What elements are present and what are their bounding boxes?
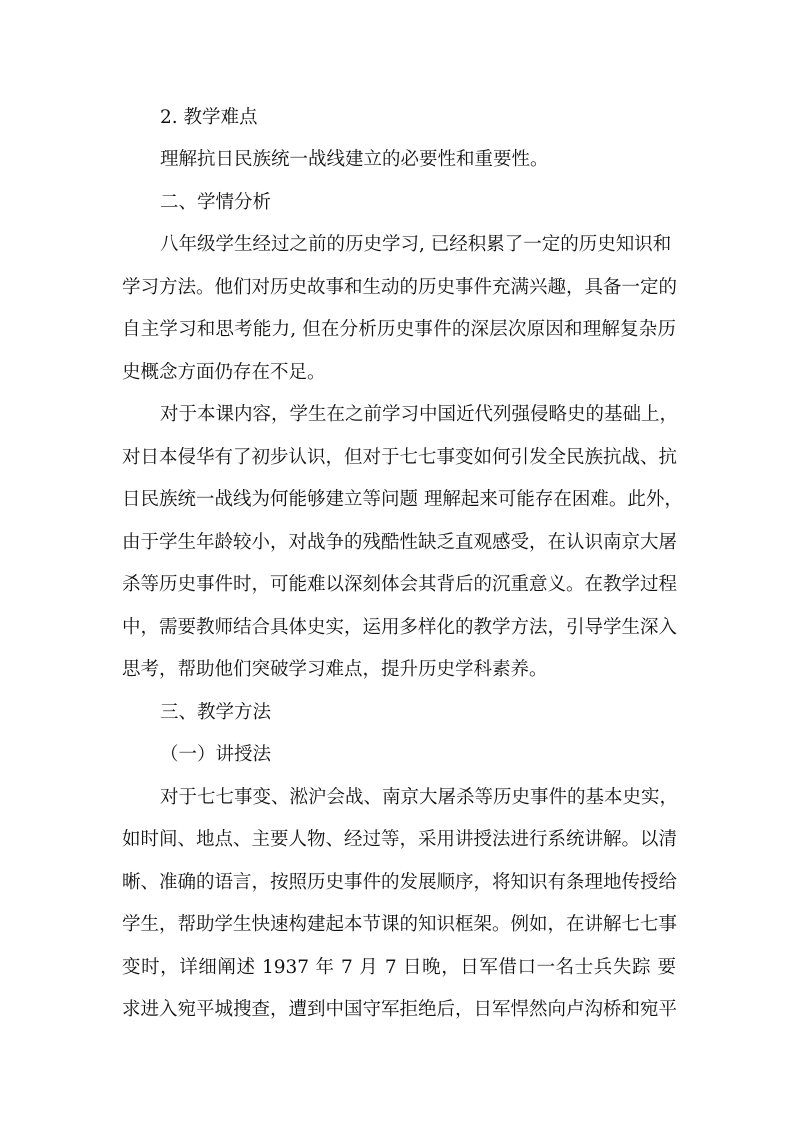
paragraph-line: 对日本侵华有了初步认识，但对于七七事变如何引发全民族抗战、抗 [122, 447, 678, 468]
paragraph-line: 求进入宛平城搜查，遭到中国守军拒绝后，日军悍然向卢沟桥和宛平 [122, 999, 678, 1020]
paragraph-line: 八年级学生经过之前的历史学习, 已经积累了一定的历史知识和 [160, 234, 672, 255]
paragraph-line: 自主学习和思考能力, 但在分析历史事件的深层次原因和理解复杂历 [122, 319, 676, 340]
section-heading-teaching-methods: 三、教学方法 [160, 702, 272, 723]
paragraph-line: 变时，详细阐述 1937 年 7 月 7 日晚，日军借口一名士兵失踪 要 [122, 957, 676, 978]
paragraph-line: 由于学生年龄较小，对战争的残酷性缺乏直观感受，在认识南京大屠 [122, 532, 678, 553]
paragraph-line: 思考，帮助他们突破学习难点，提升历史学科素养。 [122, 659, 548, 680]
paragraph-line: 杀等历史事件时，可能难以深刻体会其背后的沉重意义。在教学过程 [122, 574, 678, 595]
paragraph-line: 史概念方面仍存在不足。 [122, 362, 326, 383]
paragraph-line: 学生，帮助学生快速构建起本节课的知识框架。例如，在讲解七七事 [122, 914, 678, 935]
paragraph-line: 对于本课内容，学生在之前学习中国近代列强侵略史的基础上， [160, 404, 679, 425]
paragraph-line: 日民族统一战线为何能够建立等问题 理解起来可能存在困难。此外， [122, 489, 683, 510]
paragraph-line: 中，需要教师结合具体史实，运用多样化的教学方法，引导学生深入 [122, 617, 678, 638]
paragraph-line: 如时间、地点、主要人物、经过等，采用讲授法进行系统讲解。以清 [122, 829, 678, 850]
section-heading-teaching-difficulty: 2. 教学难点 [160, 107, 258, 128]
paragraph-line: 晰、准确的语言，按照历史事件的发展顺序，将知识有条理地传授给 [122, 872, 678, 893]
subsection-heading-lecture-method: （一）讲授法 [160, 744, 272, 765]
section-heading-learner-analysis: 二、学情分析 [160, 192, 272, 213]
paragraph-line: 学习方法。他们对历史故事和生动的历史事件充满兴趣，具备一定的 [122, 277, 678, 298]
paragraph-line: 对于七七事变、淞沪会战、南京大屠杀等历史事件的基本史实， [160, 787, 679, 808]
paragraph-line: 理解抗日民族统一战线建立的必要性和重要性。 [160, 149, 549, 170]
